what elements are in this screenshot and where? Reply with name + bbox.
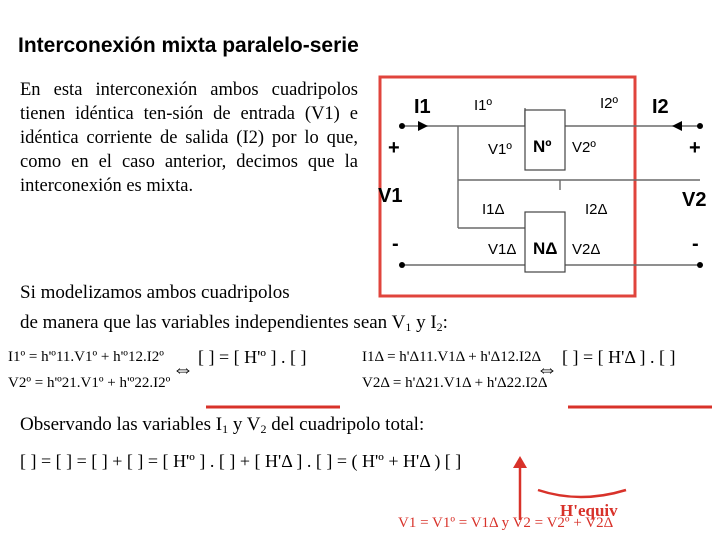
port-label-v2: V2	[682, 189, 707, 211]
lower-v2-label: V2Δ	[572, 241, 601, 258]
lower-block-label: NΔ	[533, 239, 558, 258]
equation-left-1: I1º = h'º11.V1º + h'º12.I2º	[8, 349, 164, 365]
equiv-arrow-left: ⇔	[172, 356, 194, 381]
lower-i1-label: I1Δ	[482, 201, 505, 218]
text-line-modelizamos: Si modelizamos ambos cuadripolos	[20, 282, 290, 303]
equation-left-2: V2º = h'º21.V1º + h'º22.I2º	[8, 375, 171, 391]
lower-i2-label: I2Δ	[585, 201, 608, 218]
equation-right-2: V2Δ = h'Δ21.V1Δ + h'Δ22.I2Δ	[362, 375, 548, 391]
intro-paragraph: En esta interconexión ambos cuadripolos tienen idéntica ten-sión de entrada (V1) e idéntica corriente de salida (I2) por lo que, como en el caso anterior, decimos que la interconexión es mixta.	[20, 80, 358, 196]
plus-left: +	[388, 137, 400, 159]
upper-v1-label: V1º	[488, 141, 512, 158]
minus-right: -	[692, 233, 699, 255]
minus-left: -	[392, 233, 399, 255]
port-label-i2: I2	[652, 96, 669, 118]
upper-v2-label: V2º	[572, 139, 596, 156]
total-equation: [ ] = [ ] = [ ] + [ ] = [ H'º ] . [ ] + [ H'Δ ] . [ ] = ( H'º + H'Δ ) [ ]	[20, 451, 462, 471]
page-title: Interconexión mixta paralelo-serie	[18, 34, 359, 57]
port-label-i1: I1	[414, 96, 431, 118]
red-relations: V1 = V1º = V1Δ y V2 = V2º + V2Δ	[398, 515, 614, 531]
text-line-variables: de manera que las variables independientes sean $V_1$ y $I_2$:	[20, 312, 448, 334]
upper-block-label: Nº	[533, 137, 552, 156]
matrix-left-block: [ ] = [ H'º ] . [ ]	[198, 347, 307, 367]
upper-i2-label: I2º	[600, 95, 618, 112]
lower-v1-label: V1Δ	[488, 241, 517, 258]
h-equiv-label: H'equiv	[560, 501, 618, 520]
plus-right: +	[689, 137, 701, 159]
equiv-arrow-right: ⇔	[536, 356, 558, 381]
equation-right-1: I1Δ = h'Δ11.V1Δ + h'Δ12.I2Δ	[362, 349, 542, 365]
port-label-v1: V1	[378, 185, 403, 207]
text-line-observando: Observando las variables $I_1$ y $V_2$ del cuadripolo total:	[20, 414, 425, 436]
matrix-right-block: [ ] = [ H'Δ ] . [ ]	[562, 347, 676, 367]
upper-i1-label: I1º	[474, 97, 492, 114]
